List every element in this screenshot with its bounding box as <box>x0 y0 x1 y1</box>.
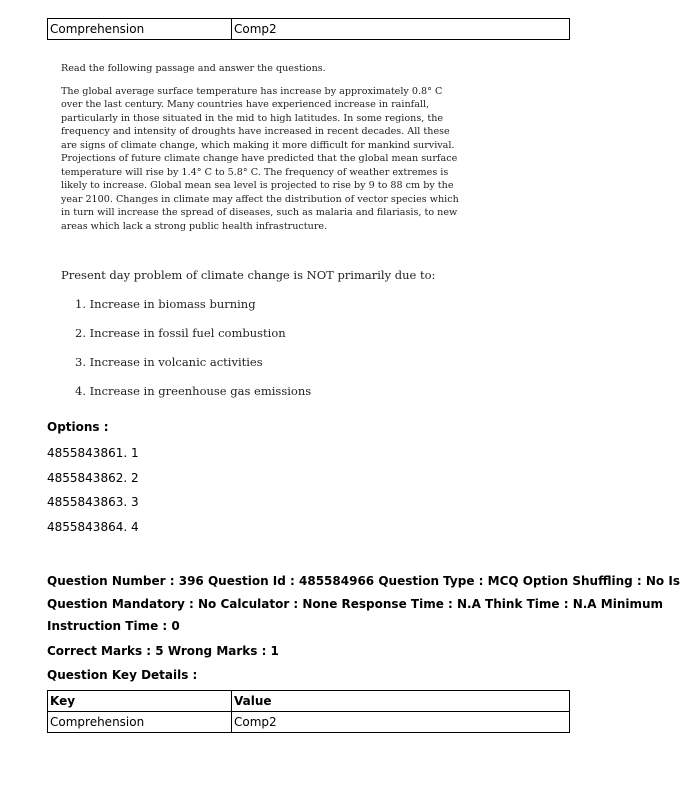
question-meta-line: Instruction Time : 0 <box>47 619 180 633</box>
choice-item: 1. Increase in biomass burning <box>75 297 256 311</box>
choice-item: 4. Increase in greenhouse gas emissions <box>75 384 312 398</box>
table-row <box>48 19 570 40</box>
passage-body: The global average surface temperature has increase by approximately 0.8° C over the last century. Many countries have experienced increase in rainfall, particularly in those situated in the mid to high latitudes. In some regions, the frequency and intensity of droughts have increased in recent decades. All these are signs of climate change, which making it more difficult for mankind survival. Projections of future climate change have predicted that the global mean surface temperature will rise by 1.4° C to 5.8° C. The frequency of weather extremes is likely to increase. Global mean sea level is projected to rise by 9 to 88 cm by the year 2100. Changes in climate may affect the distribution of vector species which in turn will increase the spread of diseases, such as malaria and filariasis, to new areas which lack a strong public health infrastructure. <box>61 85 459 232</box>
choice-item: 2. Increase in fossil fuel combustion <box>75 326 286 340</box>
table-header-row <box>48 691 570 712</box>
option-item: 4855843863. 3 <box>47 495 139 509</box>
key-cell: Comprehension <box>48 19 232 40</box>
comprehension-table <box>47 18 570 40</box>
header-key: Key <box>48 691 232 712</box>
option-item: 4855843864. 4 <box>47 520 139 534</box>
option-item: 4855843861. 1 <box>47 446 139 460</box>
value-cell: Comp2 <box>232 19 570 40</box>
choice-item: 3. Increase in volcanic activities <box>75 355 263 369</box>
key-details-table <box>47 690 570 733</box>
question-meta-line: Question Number : 396 Question Id : 485584966 Question Type : MCQ Option Shuffling : No Is <box>47 574 680 588</box>
question-text: Present day problem of climate change is NOT primarily due to: <box>61 268 436 282</box>
table-row <box>48 712 570 733</box>
key-details-heading: Question Key Details : <box>47 668 198 682</box>
marks-line: Correct Marks : 5 Wrong Marks : 1 <box>47 644 279 658</box>
options-label: Options : <box>47 420 109 434</box>
question-image <box>61 268 481 413</box>
key-cell: Comprehension <box>48 712 232 733</box>
passage-intro: Read the following passage and answer the questions. <box>61 63 326 74</box>
option-item: 4855843862. 2 <box>47 471 139 485</box>
value-cell: Comp2 <box>232 712 570 733</box>
passage-image <box>61 62 461 233</box>
header-value: Value <box>232 691 570 712</box>
question-meta-line: Question Mandatory : No Calculator : None Response Time : N.A Think Time : N.A Minimum <box>47 597 664 611</box>
